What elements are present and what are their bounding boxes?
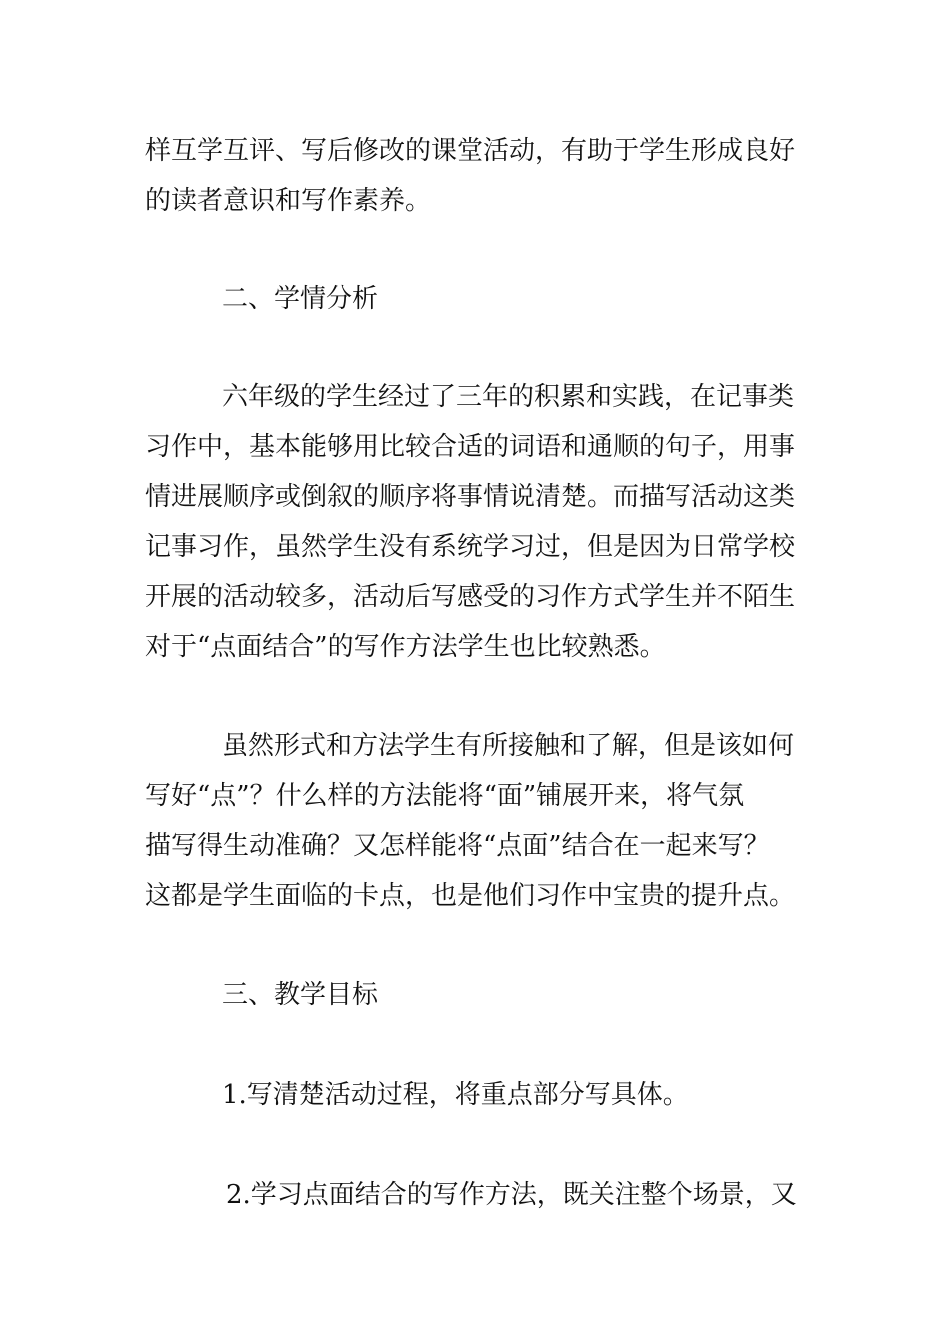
paragraph-line-2: 习作中，基本能够用比较合适的词语和通顺的句子，用事 [145,432,796,462]
section-heading-learning-analysis: 二、学情分析 [222,284,379,314]
paragraph-line-6: 对于“点面结合”的写作方法学生也比较熟悉。 [145,632,666,662]
paragraph-line-1: 六年级的学生经过了三年的积累和实践，在记事类 [222,382,795,412]
paragraph-2-line-4: 这都是学生面临的卡点，也是他们习作中宝贵的提升点。 [145,881,796,911]
paragraph-2-line-3: 描写得生动准确？又怎样能将“点面”结合在一起来写？ [145,831,770,861]
paragraph-line-4: 记事习作，虽然学生没有系统学习过，但是因为日常学校 [145,532,796,562]
paragraph-line-5: 开展的活动较多，活动后写感受的习作方式学生并不陌生 [145,582,796,612]
paragraph-2-line-1: 虽然形式和方法学生有所接触和了解，但是该如何 [222,731,795,761]
paragraph-continuation-line-2: 的读者意识和写作素养。 [145,186,432,216]
goal-item-1: 1.写清楚活动过程，将重点部分写具体。 [222,1080,689,1110]
goal-item-2: 2.学习点面结合的写作方法，既关注整个场景，又 [226,1180,797,1210]
paragraph-continuation-line-1: 样互学互评、写后修改的课堂活动，有助于学生形成良好 [145,136,796,166]
section-heading-teaching-goals: 三、教学目标 [222,980,379,1010]
paragraph-2-line-2: 写好“点”？什么样的方法能将“面”铺展开来，将气氛 [145,781,745,811]
paragraph-line-3: 情进展顺序或倒叙的顺序将事情说清楚。而描写活动这类 [145,482,796,512]
